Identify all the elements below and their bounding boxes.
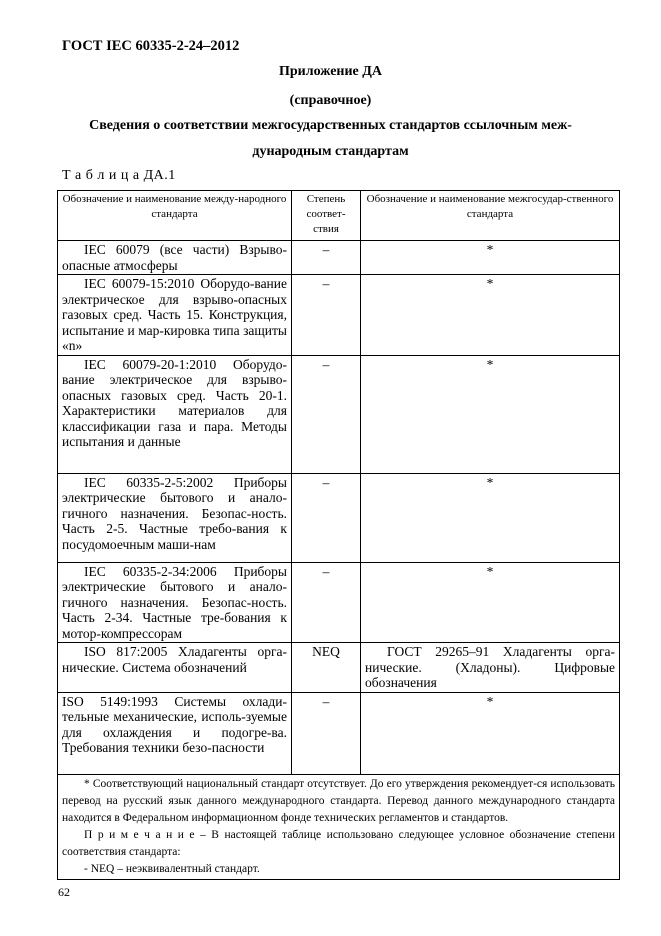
column-header-intl: Обозначение и наименование между-народного стандарта	[58, 191, 292, 241]
appendix-subtitle: (справочное)	[289, 93, 372, 108]
degree-cell: –	[292, 275, 361, 356]
interstate-standard-cell: ГОСТ 29265–91 Хладагенты орга-нические. (Хладоны). Цифровые обозначения	[361, 643, 620, 693]
table-row	[58, 562, 620, 643]
degree-cell: –	[292, 473, 361, 562]
appendix-title: Приложение ДА	[278, 64, 383, 79]
intl-standard-cell: IEC 60079-15:2010 Оборудо-вание электрическое для взрыво-опасных газовых сред. Часть 15. Конструкция, испытание и мар-кировка типа защиты «n»	[58, 275, 292, 356]
column-header-interstate: Обозначение и наименование межгосудар-ственного стандарта	[361, 191, 620, 241]
footnote-text: * Соответствующий национальный стандарт отсутствует. До его утверждения рекомендует-ся использовать перевод на русский язык данного международного стандарта. Перевод данного международного стандарта находится в Федеральном информационном фонде технических регламентов и стандартов.	[62, 777, 615, 824]
interstate-standard-cell: *	[361, 355, 620, 473]
correspondence-table	[57, 190, 620, 880]
page-number: 62	[58, 885, 70, 899]
table-row	[58, 473, 620, 562]
document-header: ГОСТ IEC 60335-2-24–2012	[62, 38, 240, 54]
degree-cell: –	[292, 562, 361, 643]
table-row	[58, 241, 620, 275]
intl-standard-cell: IEC 60335-2-34:2006 Приборы электрические бытового и анало-гичного назначения. Безопас-ность. Часть 2-34. Частные тре-бования к мотор-компрессорам	[58, 562, 292, 643]
table-header-row	[58, 191, 620, 241]
degree-cell: NEQ	[292, 643, 361, 693]
table-label: Т а б л и ц а ДА.1	[62, 168, 176, 183]
notes-cell	[58, 774, 620, 879]
table-row	[58, 643, 620, 693]
interstate-standard-cell: *	[361, 692, 620, 774]
appendix-heading-line1: Сведения о соответствии межгосударственных стандартов ссылочным меж-	[89, 118, 572, 133]
neq-definition: - NEQ – неэквивалентный стандарт.	[84, 862, 260, 875]
intl-standard-cell: ISO 5149:1993 Системы охлади-тельные механические, исполь-зуемые для охлаждения и подогре-ва. Требования техники безо-пасности	[58, 692, 292, 774]
intl-standard-cell: IEC 60079-20-1:2010 Оборудо-вание электрическое для взрыво-опасных газовых сред. Часть 20-1. Характеристики материалов для классификации газа и пара. Методы испытания и данные	[58, 355, 292, 473]
intl-standard-cell: ISO 817:2005 Хладагенты орга-нические. Система обозначений	[58, 643, 292, 693]
table-row	[58, 355, 620, 473]
table-row	[58, 692, 620, 774]
table-row	[58, 275, 620, 356]
column-header-degree: Степень соответ-ствия	[292, 191, 361, 241]
interstate-standard-cell: *	[361, 562, 620, 643]
degree-cell: –	[292, 355, 361, 473]
intl-standard-cell: IEC 60335-2-5:2002 Приборы электрические бытового и анало-гичного назначения. Безопас-ность. Часть 2-5. Частные требо-вания к посудомоечным маши-нам	[58, 473, 292, 562]
appendix-heading-line2: дународным стандартам	[252, 144, 409, 159]
intl-standard-cell: IEC 60079 (все части) Взрыво-опасные атмосферы	[58, 241, 292, 275]
interstate-standard-cell: *	[361, 241, 620, 275]
degree-cell: –	[292, 241, 361, 275]
interstate-standard-cell: *	[361, 275, 620, 356]
degree-cell: –	[292, 692, 361, 774]
note-text: П р и м е ч а н и е – В настоящей таблице использовано следующее условное обозначение степени соответствия стандарта:	[62, 828, 615, 858]
notes-row	[58, 774, 620, 879]
interstate-standard-cell: *	[361, 473, 620, 562]
